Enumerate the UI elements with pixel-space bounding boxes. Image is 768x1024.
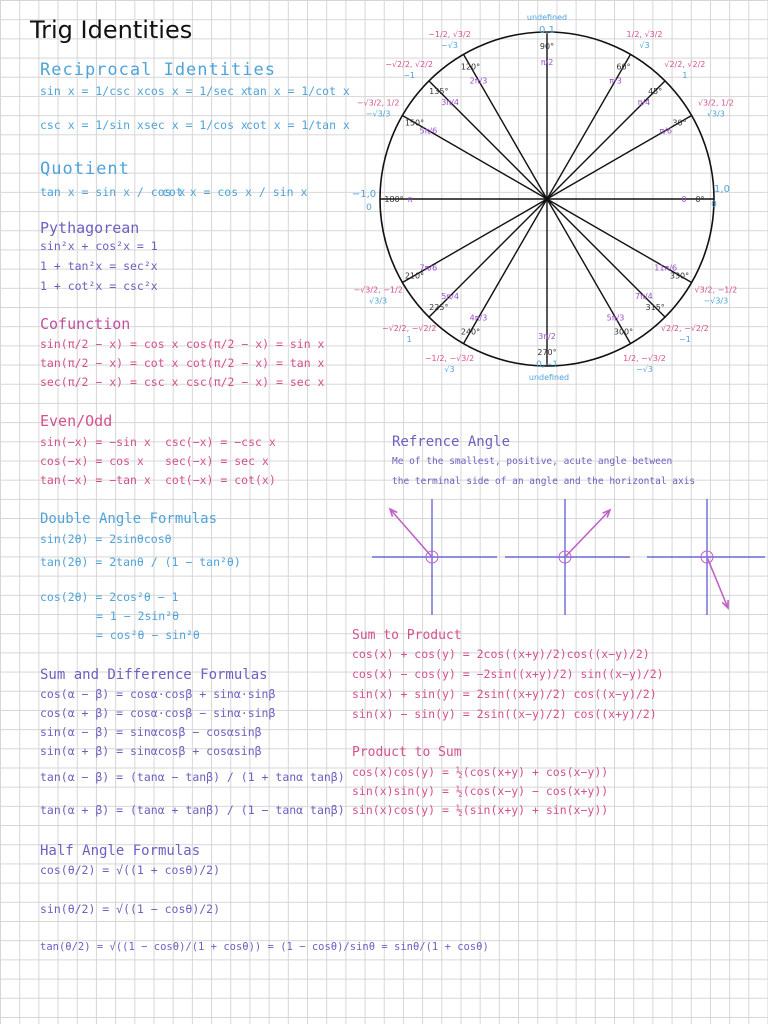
evenodd-heading: Even/Odd — [40, 412, 113, 430]
page-title: Trig Identities — [30, 16, 193, 44]
reciprocal-heading: Reciprocal Identities — [40, 60, 276, 80]
angle-degree-225: 225° — [429, 303, 449, 313]
reference-angle-diagrams — [365, 495, 765, 625]
double-angle-cos-3: = cos²θ − sin²θ — [96, 628, 200, 642]
quotient-heading: Quotient — [40, 159, 130, 179]
evenodd-right-3: cot(−x) = cot(x) — [165, 473, 276, 487]
angle-radian-135: 3π/4 — [441, 98, 459, 108]
reference-angle-diagram-2 — [505, 499, 630, 615]
reciprocal-csc: csc x = 1/sin x — [40, 118, 144, 132]
double-angle-cos-1: cos(2θ) = 2cos²θ − 1 — [40, 590, 179, 604]
angle-tangent-150: −√3/3 — [365, 109, 391, 119]
angle-radian-300: 5π/3 — [606, 313, 625, 323]
pythagorean-heading: Pythagorean — [40, 219, 140, 237]
reciprocal-cot: cot x = 1/tan x — [246, 118, 350, 132]
angle-degree-30: 30° — [672, 118, 687, 128]
angle-coordinate-120: −1/2, √3/2 — [428, 30, 471, 40]
cofunction-heading: Cofunction — [40, 315, 131, 333]
reference-angle-diagram-1 — [372, 499, 497, 615]
angle-radian-225: 5π/4 — [441, 291, 459, 301]
angle-degree-300: 300° — [613, 327, 634, 337]
angle-tangent-225: 1 — [406, 335, 412, 345]
evenodd-left-3: tan(−x) = −tan x — [40, 473, 151, 487]
pythagorean-3: 1 + cot²x = csc²x — [40, 279, 158, 293]
sum-diff-2: cos(α + β) = cosα·cosβ − sinα·sinβ — [40, 706, 276, 720]
pythagorean-1: sin²x + cos²x = 1 — [40, 239, 158, 253]
evenodd-right-2: sec(−x) = sec x — [165, 454, 269, 468]
cofunction-left-3: sec(π/2 − x) = csc x — [40, 375, 179, 389]
angle-radian-315: 7π/4 — [635, 291, 653, 301]
sum-diff-6: tan(α + β) = (tanα + tanβ) / (1 − tanα tanβ) — [40, 803, 345, 817]
angle-coordinate-135: −√2/2, √2/2 — [385, 59, 433, 69]
angle-coordinate-330: √3/2, −1/2 — [694, 285, 738, 295]
terminal-side-arrow — [565, 510, 610, 557]
angle-degree-120: 120° — [460, 62, 481, 72]
angle-tangent-315: −1 — [678, 335, 691, 345]
angle-radian-150: 5π/6 — [419, 126, 438, 136]
double-angle-tan: tan(2θ) = 2tanθ / (1 − tan²θ) — [40, 555, 241, 569]
angle-degree-0: 0° — [695, 195, 705, 204]
left-value: 0 — [366, 203, 372, 213]
angle-coordinate-150: −√3/2, 1/2 — [356, 98, 400, 108]
angle-degree-180: 180° — [384, 195, 404, 204]
angle-radian-210: 7π/6 — [419, 263, 438, 273]
product-to-sum-3: sin(x)cos(y) = ½(sin(x+y) + sin(x−y)) — [352, 803, 609, 817]
half-angle-cos: cos(θ/2) = √((1 + cosθ)/2) — [40, 863, 221, 877]
angle-tangent-330: −√3/3 — [703, 296, 729, 306]
sum-to-product-4: sin(x) − sin(y) = 2sin((x−y)/2) cos((x+y)/2) — [352, 707, 657, 721]
angle-coordinate-315: √2/2, −√2/2 — [661, 324, 709, 334]
unit-circle-diagram — [340, 0, 768, 390]
angle-tangent-135: −1 — [403, 70, 416, 80]
angle-degree-315: 315° — [645, 303, 665, 313]
bottom-coord: 0,−1 — [536, 360, 558, 370]
sum-diff-3: sin(α − β) = sinαcosβ − cosαsinβ — [40, 725, 262, 739]
right-value: 0 — [711, 200, 717, 210]
sum-to-product-2: cos(x) − cos(y) = −2sin((x+y)/2) sin((x−y)/2) — [352, 667, 664, 681]
sum-diff-4: sin(α + β) = sinαcosβ + cosαsinβ — [40, 744, 262, 758]
reciprocal-sec: sec x = 1/cos x — [144, 118, 248, 132]
angle-degree-150: 150° — [404, 118, 425, 128]
angle-coordinate-30: √3/2, 1/2 — [697, 98, 734, 108]
evenodd-right-1: csc(−x) = −csc x — [165, 435, 276, 449]
angle-degree-270: 270° — [537, 348, 557, 357]
angle-tangent-210: √3/3 — [369, 296, 388, 306]
reference-angle-text-2: the terminal side of an angle and the horizontal axis — [392, 476, 696, 487]
top-coord: 0,1 — [539, 25, 555, 36]
reciprocal-sin: sin x = 1/csc x — [40, 84, 144, 98]
angle-degree-90: 90° — [539, 42, 555, 51]
angle-tangent-120: −√3 — [441, 41, 458, 51]
terminal-side-arrow — [707, 557, 728, 608]
reciprocal-tan: tan x = 1/cot x — [246, 84, 350, 98]
angle-radian-30: π/6 — [659, 126, 672, 136]
sum-to-product-1: cos(x) + cos(y) = 2cos((x+y)/2)cos((x−y)/2) — [352, 647, 650, 661]
angle-tangent-45: 1 — [682, 70, 688, 80]
product-to-sum-1: cos(x)cos(y) = ½(cos(x+y) + cos(x−y)) — [352, 765, 609, 779]
bottom-label: undefined — [528, 373, 570, 382]
angle-radian-60: π/3 — [609, 76, 622, 86]
angle-tangent-300: −√3 — [636, 364, 653, 374]
half-angle-tan: tan(θ/2) = √((1 − cosθ)/(1 + cosθ)) = (1 − cosθ)/sinθ = sinθ/(1 + cosθ) — [40, 941, 489, 953]
sum-diff-heading: Sum and Difference Formulas — [40, 667, 268, 683]
angle-radian-240: 4π/3 — [469, 313, 488, 323]
angle-tangent-240: √3 — [444, 364, 455, 374]
double-angle-cos-2: = 1 − 2sin²θ — [96, 609, 180, 623]
angle-radian-0: 0 — [681, 195, 687, 204]
double-angle-sin: sin(2θ) = 2sinθcosθ — [40, 532, 172, 546]
quotient-tan: tan x = sin x / cos x — [40, 185, 186, 199]
angle-radian-120: 2π/3 — [469, 76, 488, 86]
evenodd-left-1: sin(−x) = −sin x — [40, 435, 151, 449]
cofunction-right-1: cos(π/2 − x) = sin x — [186, 337, 325, 351]
sum-diff-5: tan(α − β) = (tanα − tanβ) / (1 + tanα tanβ) — [40, 770, 345, 784]
angle-coordinate-240: −1/2, −√3/2 — [424, 353, 475, 363]
reciprocal-cos: cos x = 1/sec x — [144, 84, 248, 98]
terminal-side-arrow — [390, 509, 432, 557]
angle-radian-180: π — [407, 195, 413, 204]
cofunction-left-1: sin(π/2 − x) = cos x — [40, 337, 179, 351]
sum-to-product-3: sin(x) + sin(y) = 2sin((x+y)/2) cos((x−y)/2) — [352, 687, 657, 701]
angle-coordinate-225: −√2/2, −√2/2 — [381, 324, 437, 334]
top-label: undefined — [526, 13, 568, 22]
unit-circle-radii — [380, 32, 714, 366]
angle-coordinate-300: 1/2, −√3/2 — [623, 353, 666, 363]
sum-to-product-heading: Sum to Product — [352, 628, 462, 643]
cofunction-left-2: tan(π/2 − x) = cot x — [40, 356, 179, 370]
angle-degree-135: 135° — [429, 86, 449, 96]
angle-coordinate-210: −√3/2, −1/2 — [353, 285, 403, 295]
angle-coordinate-45: √2/2, √2/2 — [664, 59, 706, 69]
reference-angle-text-1: Me of the smallest, positive, acute angle between — [392, 456, 673, 467]
cofunction-right-3: csc(π/2 − x) = sec x — [186, 375, 325, 389]
half-angle-heading: Half Angle Formulas — [40, 843, 201, 859]
evenodd-left-2: cos(−x) = cos x — [40, 454, 144, 468]
product-to-sum-heading: Product to Sum — [352, 745, 462, 760]
angle-radian-270: 3π/2 — [538, 332, 556, 341]
angle-degree-240: 240° — [460, 327, 481, 337]
angle-radian-45: π/4 — [637, 98, 651, 108]
angle-radian-90: π/2 — [540, 58, 554, 67]
right-coord: 1,0 — [714, 184, 730, 195]
product-to-sum-2: sin(x)sin(y) = ½(cos(x−y) − cos(x+y)) — [352, 784, 609, 798]
reference-angle-heading: Refrence Angle — [392, 434, 511, 450]
pythagorean-2: 1 + tan²x = sec²x — [40, 259, 158, 273]
double-angle-heading: Double Angle Formulas — [40, 511, 218, 527]
cofunction-right-2: cot(π/2 − x) = tan x — [186, 356, 325, 370]
left-coord: −1,0 — [351, 189, 377, 200]
angle-degree-45: 45° — [648, 86, 663, 96]
angle-tangent-30: √3/3 — [706, 109, 725, 119]
quotient-cot: cot x = cos x / sin x — [162, 185, 308, 199]
angle-degree-60: 60° — [616, 62, 631, 72]
angle-radian-330: 11π/6 — [654, 263, 678, 273]
angle-degree-330: 330° — [669, 271, 690, 281]
sum-diff-1: cos(α − β) = cosα·cosβ + sinα·sinβ — [40, 687, 276, 701]
angle-degree-210: 210° — [404, 271, 425, 281]
half-angle-sin: sin(θ/2) = √((1 − cosθ)/2) — [40, 902, 221, 916]
angle-tangent-60: √3 — [639, 41, 650, 51]
reference-angle-diagram-3 — [647, 499, 765, 615]
angle-coordinate-60: 1/2, √3/2 — [626, 30, 663, 40]
